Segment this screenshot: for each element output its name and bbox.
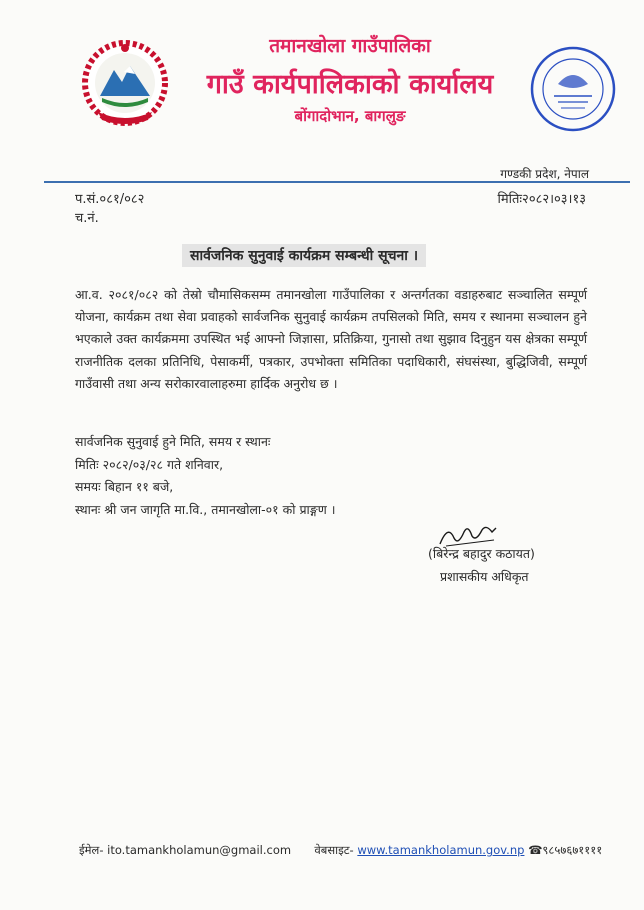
signatory-designation: प्रशासकीय अधिकृत [440, 569, 529, 584]
office-name: गाउँ कार्यपालिकाको कार्यालय [206, 69, 494, 100]
notice-body: आ.व. २०८१/०८२ को तेस्रो चौमासिकसम्म तमानखोला गाउँपालिका र अन्तर्गतका वडाहरुबाट सञ्चालित सम्पूर्ण योजना, कार्यक्रम तथा सेवा प्रवाहको सार्वजनिक सुनुवाई कार्यक्रम तपसिलको मिति, समय र स्थानमा सञ्चालन हुने भएकाले उक्त कार्यक्रममा उपस्थित भई आफ्नो जिज्ञासा, प्रतिक्रिया, गुनासो तथा सुझाव दिनुहुन यस क्षेत्रका सम्पूर्ण राजनीतिक दलका प्रतिनिधि, पेसाकर्मी, पत्रकार, उपभोक्ता समितिका पदाधिकारी, संघसंस्था, बुद्धिजिवी, सम्पूर्ण गाउँवासी तथा अन्य सरोकारवालाहरुमा हार्दिक अनुरोध छ । [75, 287, 587, 391]
footer-phone: ☎९८५७६७११११ [528, 843, 603, 857]
schedule-venue: स्थानः श्री जन जागृति मा.वि., तमानखोला-०१ को प्राङ्गण । [75, 501, 336, 517]
dispatch-number: च.नं. [75, 211, 99, 226]
schedule-time: समयः बिहान ११ बजे, [75, 479, 174, 494]
website-link[interactable]: www.tamankholamun.gov.np [357, 843, 525, 857]
hearing-schedule [75, 431, 335, 521]
footer-website-label: वेबसाइट- [314, 843, 354, 857]
office-location: बोंगादोभान, बागलुङ [294, 107, 406, 125]
schedule-date: मितिः २०८२/०३/२८ गते शनिवार, [75, 456, 224, 472]
header-divider [44, 181, 630, 183]
notice-subject: सार्वजनिक सुनुवाई कार्यक्रम सम्बन्धी सूचना । [182, 244, 426, 267]
signatory-name: (बिरेन्द्र बहादुर कठायत) [428, 546, 535, 561]
province-name: गण्डकी प्रदेश, नेपाल [500, 167, 589, 181]
office-seal-icon [528, 44, 618, 134]
schedule-heading: सार्वजनिक सुनुवाई हुने मिति, समय र स्थानः [75, 434, 271, 449]
footer-email: ईमेल- ito.tamankholamun@gmail.com [79, 843, 292, 857]
footer-contact [79, 843, 602, 858]
letter-date: मितिः२०८२।०३।१३ [497, 192, 586, 207]
reference-number: प.सं.०८१/०८२ [75, 192, 145, 207]
municipality-name: तमानखोला गाउँपालिका [269, 35, 431, 57]
